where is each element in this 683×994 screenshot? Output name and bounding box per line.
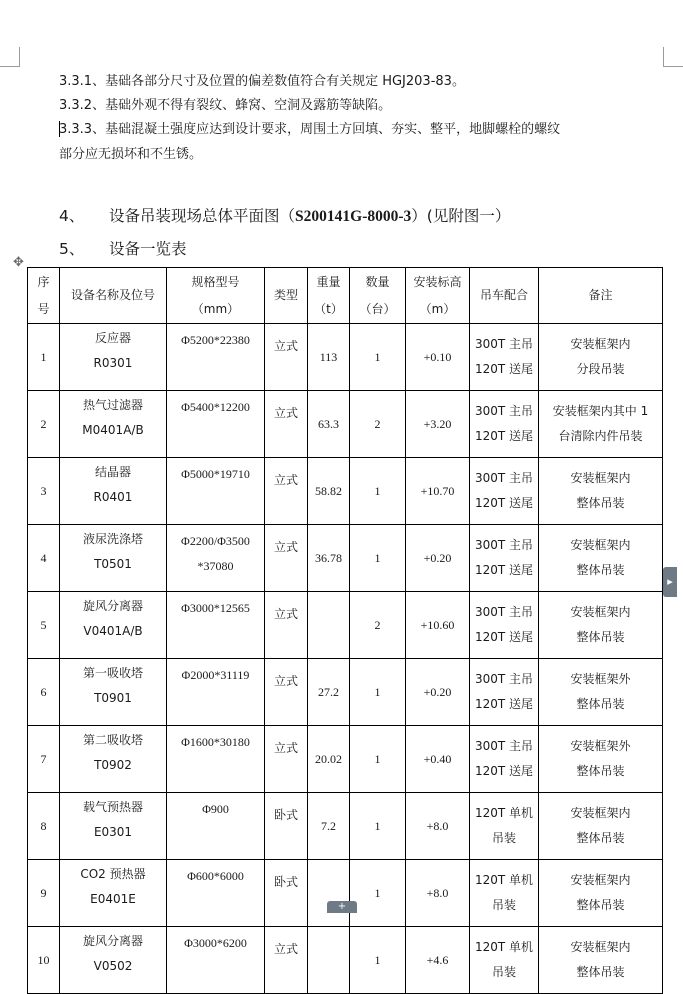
cell-elev: +8.0 <box>406 793 470 860</box>
cell-qty: 1 <box>350 525 406 592</box>
cell-weight: 27.2 <box>308 659 350 726</box>
cell-seq: 7 <box>28 726 60 793</box>
cell-spec <box>167 860 265 927</box>
cell-weight: 63.3 <box>308 391 350 458</box>
cell-line: 300T 主吊 <box>474 471 534 485</box>
cell-line: 台清除内件吊装 <box>558 429 643 443</box>
section-number: 4、 <box>59 207 85 225</box>
cell-line: 液尿洗涤塔 <box>82 532 143 546</box>
cell-line: 120T 送尾 <box>474 697 534 711</box>
cell-line: 安装框架内 <box>570 471 631 485</box>
cell-line: 安装框架内其中 1 <box>552 404 649 418</box>
cell-spec <box>167 927 265 994</box>
cell-seq: 4 <box>28 525 60 592</box>
cell-elev: +8.0 <box>406 860 470 927</box>
cell-qty: 1 <box>350 659 406 726</box>
cell-weight: 20.02 <box>308 726 350 793</box>
table-row <box>28 324 663 391</box>
cell-line: *37080 <box>197 559 234 573</box>
cell-elev: +10.60 <box>406 592 470 659</box>
table-row <box>28 659 663 726</box>
add-row-icon[interactable]: + <box>327 901 357 913</box>
cell-elev: +10.70 <box>406 458 470 525</box>
cell-spec <box>167 525 265 592</box>
cell-qty: 1 <box>350 458 406 525</box>
cell-seq: 10 <box>28 927 60 994</box>
cell-crane <box>470 592 539 659</box>
cell-line: 结晶器 <box>94 465 131 479</box>
table-row <box>28 726 663 793</box>
section-title: 设备吊装现场总体平面图（ <box>109 207 296 225</box>
table-row <box>28 458 663 525</box>
cell-spec <box>167 659 265 726</box>
cell-seq: 9 <box>28 860 60 927</box>
cell-line: 整体吊装 <box>576 563 625 577</box>
add-column-icon[interactable]: ▸ <box>663 567 677 597</box>
crop-mark-top-left-h <box>0 66 20 67</box>
table-row <box>28 860 663 927</box>
cell-line: 120T 单机 <box>474 940 534 954</box>
header-note: 备注 <box>539 268 663 324</box>
cell-line: 安装框架内 <box>570 873 631 887</box>
paragraph-3-3-2: 3.3.2、基础外观不得有裂纹、蜂窝、空洞及露筋等缺陷。 <box>59 98 392 113</box>
cell-crane <box>470 927 539 994</box>
cell-line: 120T 送尾 <box>474 563 534 577</box>
cell-weight: 113 <box>308 324 350 391</box>
cell-spec <box>167 324 265 391</box>
cell-line: 旋风分离器 <box>82 934 143 948</box>
cell-line: T0902 <box>94 758 132 772</box>
cell-crane <box>470 324 539 391</box>
cell-line: 120T 送尾 <box>474 764 534 778</box>
cell-name <box>60 458 167 525</box>
cell-line: 吊装 <box>491 898 516 912</box>
cell-line: 120T 送尾 <box>474 630 534 644</box>
cell-line: Φ2000*31119 <box>181 668 250 682</box>
cell-elev: +0.10 <box>406 324 470 391</box>
cell-line: V0401A/B <box>83 624 143 638</box>
section-title-suffix: ）(见附图一） <box>411 207 511 225</box>
cell-crane <box>470 458 539 525</box>
cell-qty: 1 <box>350 793 406 860</box>
cell-line: 整体吊装 <box>576 965 625 979</box>
cell-qty: 2 <box>350 391 406 458</box>
cell-spec <box>167 726 265 793</box>
cell-spec <box>167 793 265 860</box>
cell-seq: 1 <box>28 324 60 391</box>
cell-name <box>60 324 167 391</box>
cell-line: 300T 主吊 <box>474 404 534 418</box>
cell-qty: 1 <box>350 726 406 793</box>
crop-mark-top-right-h <box>663 66 683 67</box>
header-crane: 吊车配合 <box>470 268 539 324</box>
cell-line: 整体吊装 <box>576 831 625 845</box>
cell-line: 反应器 <box>94 331 131 345</box>
cell-line: 分段吊装 <box>576 362 625 376</box>
cell-line: 热气过滤器 <box>82 398 143 412</box>
section-heading-4 <box>59 204 510 226</box>
cell-type: 立式 <box>265 659 308 726</box>
cell-spec <box>167 458 265 525</box>
paragraph-3-3-3-continued: 部分应无损坏和不生锈。 <box>59 147 203 162</box>
cell-name <box>60 592 167 659</box>
cell-line: 整体吊装 <box>576 764 625 778</box>
cell-line: 安装框架内 <box>570 806 631 820</box>
cell-name <box>60 525 167 592</box>
crop-mark-top-right-v <box>663 47 664 67</box>
table-row <box>28 927 663 994</box>
cell-type: 立式 <box>265 592 308 659</box>
header-spec: 规格型号 （mm） <box>167 268 265 324</box>
cell-type: 立式 <box>265 458 308 525</box>
cell-line: R0301 <box>93 356 133 370</box>
cell-qty: 1 <box>350 324 406 391</box>
cell-line: 整体吊装 <box>576 898 625 912</box>
cell-crane <box>470 391 539 458</box>
cell-line: 安装框架内 <box>570 940 631 954</box>
cell-line: 120T 单机 <box>474 806 534 820</box>
cell-name <box>60 659 167 726</box>
table-row <box>28 793 663 860</box>
cell-line: 载气预热器 <box>82 800 143 814</box>
cell-qty: 1 <box>350 927 406 994</box>
cell-name <box>60 391 167 458</box>
cell-note <box>539 726 663 793</box>
cell-line: 第二吸收塔 <box>82 733 143 747</box>
cell-qty: 2 <box>350 592 406 659</box>
cell-line: 安装框架外 <box>570 672 631 686</box>
section-heading-5 <box>59 237 187 259</box>
cell-note <box>539 659 663 726</box>
equipment-table <box>27 267 663 994</box>
cell-line: 120T 送尾 <box>474 429 534 443</box>
cell-line: 120T 送尾 <box>474 362 534 376</box>
cell-crane <box>470 793 539 860</box>
cell-line: 安装框架内 <box>570 605 631 619</box>
cell-line: V0502 <box>93 959 133 973</box>
cell-note <box>539 860 663 927</box>
move-icon[interactable]: ✥ <box>13 255 24 270</box>
crop-mark-top-left-v <box>19 47 20 67</box>
cell-crane <box>470 860 539 927</box>
cell-line: CO2 预热器 <box>80 867 146 881</box>
cell-line: Φ5200*22380 <box>181 333 250 347</box>
cell-spec <box>167 391 265 458</box>
cell-seq: 5 <box>28 592 60 659</box>
cell-elev: +0.20 <box>406 659 470 726</box>
cell-line: Φ3000*6200 <box>184 936 247 950</box>
cell-name <box>60 860 167 927</box>
cell-line: 第一吸收塔 <box>82 666 143 680</box>
cell-line: 120T 送尾 <box>474 496 534 510</box>
cell-line: 安装框架外 <box>570 739 631 753</box>
section-title: 设备一览表 <box>109 240 187 258</box>
cell-type: 立式 <box>265 324 308 391</box>
cell-line: 吊装 <box>491 831 516 845</box>
cell-qty: 1 <box>350 860 406 927</box>
cell-weight: 36.78 <box>308 525 350 592</box>
cell-type: 立式 <box>265 391 308 458</box>
cell-name <box>60 793 167 860</box>
cell-line: Φ900 <box>202 802 229 816</box>
cell-note <box>539 525 663 592</box>
cell-line: Φ1600*30180 <box>181 735 250 749</box>
header-name: 设备名称及位号 <box>60 268 167 324</box>
cell-elev: +4.6 <box>406 927 470 994</box>
cell-type: 立式 <box>265 927 308 994</box>
cell-spec <box>167 592 265 659</box>
cell-crane <box>470 525 539 592</box>
cell-note <box>539 324 663 391</box>
header-seq: 序 号 <box>28 268 60 324</box>
table-row <box>28 391 663 458</box>
cell-seq: 2 <box>28 391 60 458</box>
cell-weight <box>308 927 350 994</box>
cell-line: 吊装 <box>491 965 516 979</box>
cell-crane <box>470 659 539 726</box>
paragraph-3-3-3: 3.3.3、基础混凝土强度应达到设计要求，周围土方回填、夯实、整平，地脚螺栓的螺纹 <box>59 122 561 137</box>
cell-line: M0401A/B <box>82 423 144 437</box>
cell-line: 安装框架内 <box>570 337 631 351</box>
cell-line: T0901 <box>94 691 132 705</box>
cell-line: 120T 单机 <box>474 873 534 887</box>
cell-line: 安装框架内 <box>570 538 631 552</box>
cell-name <box>60 927 167 994</box>
cell-line: Φ3000*12565 <box>181 601 250 615</box>
cell-type: 卧式 <box>265 860 308 927</box>
header-weight: 重量 （t） <box>308 268 350 324</box>
header-qty: 数量 （台） <box>350 268 406 324</box>
cell-type: 立式 <box>265 726 308 793</box>
cell-seq: 3 <box>28 458 60 525</box>
paragraph-3-3-1: 3.3.1、基础各部分尺寸及位置的偏差数值符合有关规定 HGJ203-83。 <box>59 74 465 89</box>
cell-line: E0401E <box>90 892 136 906</box>
cell-weight: 7.2 <box>308 793 350 860</box>
cell-elev: +3.20 <box>406 391 470 458</box>
cell-line: R0401 <box>93 490 133 504</box>
cell-seq: 8 <box>28 793 60 860</box>
cell-note <box>539 391 663 458</box>
section-number: 5、 <box>59 240 85 258</box>
cell-type: 卧式 <box>265 793 308 860</box>
table-row <box>28 592 663 659</box>
cell-elev: +0.20 <box>406 525 470 592</box>
cell-line: 300T 主吊 <box>474 538 534 552</box>
table-header-row <box>28 268 663 324</box>
table-row <box>28 525 663 592</box>
cell-elev: +0.40 <box>406 726 470 793</box>
cell-weight: 58.82 <box>308 458 350 525</box>
header-elevation: 安装标高 （m） <box>406 268 470 324</box>
cell-line: E0301 <box>93 825 133 839</box>
drawing-code: S200141G-8000-3 <box>295 208 412 225</box>
cell-name <box>60 726 167 793</box>
cell-type: 立式 <box>265 525 308 592</box>
cell-line: Φ600*6000 <box>187 869 244 883</box>
cell-line: 300T 主吊 <box>474 739 534 753</box>
cell-line: 300T 主吊 <box>474 672 534 686</box>
cell-line: Φ2200/Φ3500 <box>181 534 250 548</box>
cell-note <box>539 927 663 994</box>
cell-line: 300T 主吊 <box>474 605 534 619</box>
cell-seq: 6 <box>28 659 60 726</box>
cell-weight <box>308 592 350 659</box>
cell-note <box>539 458 663 525</box>
cell-note <box>539 793 663 860</box>
cell-line: Φ5400*12200 <box>181 400 250 414</box>
cell-line: Φ5000*19710 <box>181 467 250 481</box>
cell-crane <box>470 726 539 793</box>
cell-line: 整体吊装 <box>576 697 625 711</box>
cell-note <box>539 592 663 659</box>
cell-line: T0501 <box>94 557 132 571</box>
cell-line: 整体吊装 <box>576 496 625 510</box>
cell-line: 300T 主吊 <box>474 337 534 351</box>
cell-line: 整体吊装 <box>576 630 625 644</box>
cell-weight <box>308 860 350 927</box>
cell-line: 旋风分离器 <box>82 599 143 613</box>
header-type: 类型 <box>265 268 308 324</box>
